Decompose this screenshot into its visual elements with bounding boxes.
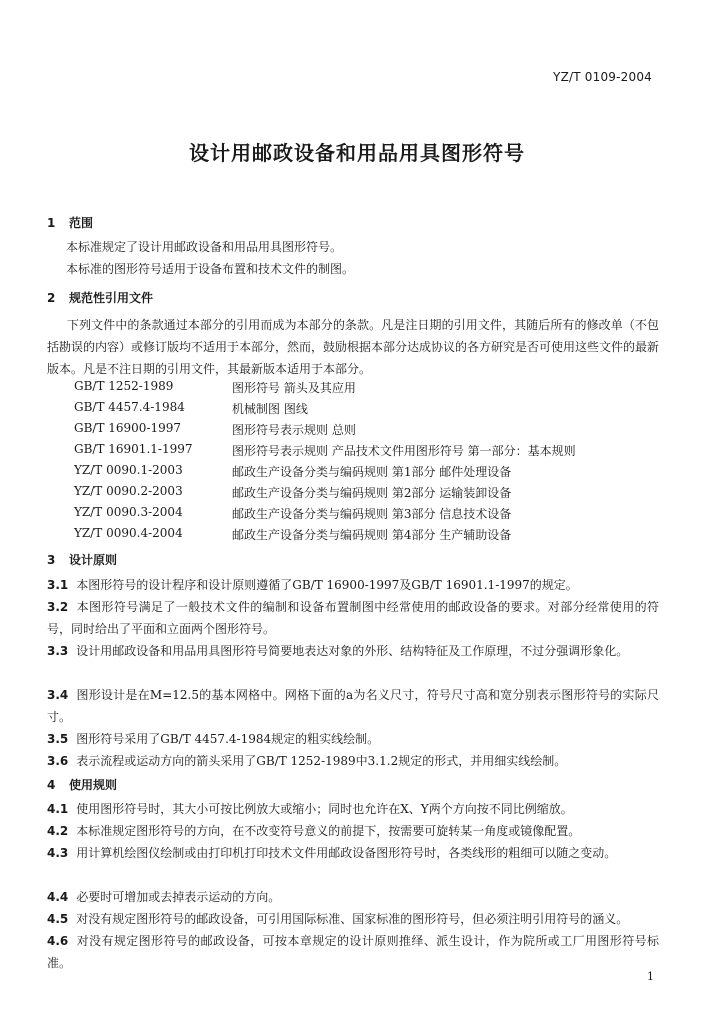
paragraph: 本标准的图形符号适用于设备布置和技术文件的制图。 xyxy=(66,262,355,276)
reference-code: GB/T 4457.4-1984 xyxy=(74,400,185,414)
document-code: YZ/T 0109-2004 xyxy=(553,70,652,84)
clause-4-3: 4.3 用计算机绘图仪绘制或由打印机打印技术文件用邮政设备图形符号时，各类线形的粗细可以随之变动。 xyxy=(47,846,617,860)
clause-3-1: 3.1 本图形符号的设计程序和设计原则遵循了GB/T 16900-1997及GB/T 16901.1-1997的规定。 xyxy=(47,578,578,592)
clause-3-5: 3.5 图形符号采用了GB/T 4457.4-1984规定的粗实线绘制。 xyxy=(47,732,380,746)
section-3-heading xyxy=(47,551,117,568)
section-number: 4 xyxy=(47,778,56,792)
section-title: 使用规则 xyxy=(69,778,118,792)
reference-title: 邮政生产设备分类与编码规则 第4部分 生产辅助设备 xyxy=(232,528,512,542)
reference-title: 机械制图 图线 xyxy=(232,402,308,416)
reference-title: 图形符号表示规则 产品技术文件用图形符号 第一部分：基本规则 xyxy=(232,444,576,458)
reference-code: GB/T 1252-1989 xyxy=(74,379,174,393)
reference-title: 邮政生产设备分类与编码规则 第3部分 信息技术设备 xyxy=(232,507,512,521)
clause-3-2: 3.2 本图形符号满足了一般技术文件的编制和设备布置制图中经常使用的邮政设备的要求。对部分经常使用的符号，同时给出了平面和立面两个图形符号。 xyxy=(47,600,659,636)
clause-3-4: 3.4 图形设计是在M=12.5的基本网格中。网格下面的a为名义尺寸，符号尺寸高和宽分别表示图形符号的实际尺寸。 xyxy=(47,688,659,724)
section-title: 范围 xyxy=(69,216,94,230)
reference-title: 图形符号 箭头及其应用 xyxy=(232,381,356,395)
reference-code: YZ/T 0090.1-2003 xyxy=(74,463,183,477)
page-number: 1 xyxy=(647,970,654,983)
reference-code: YZ/T 0090.3-2004 xyxy=(74,505,183,519)
section-number: 3 xyxy=(47,553,56,567)
section-number: 2 xyxy=(47,291,56,305)
references-intro: 下列文件中的条款通过本部分的引用而成为本部分的条款。凡是注日期的引用文件，其随后所有的修改单（不包括勘误的内容）或修订版均不适用于本部分，然而，鼓励根据本部分达成协议的各方研究是否可使用这些文件的最新版本。凡是不注日期的引用文件，其最新版本适用于本部分。 xyxy=(47,318,660,376)
section-number: 1 xyxy=(47,216,56,230)
clause-4-4: 4.4 必要时可增加或去掉表示运动的方向。 xyxy=(47,890,281,904)
clause-4-6: 4.6 对没有规定图形符号的邮政设备，可按本章规定的设计原则推绎、派生设计，作为院所或工厂用图形符号标准。 xyxy=(47,934,659,970)
section-1-heading xyxy=(47,214,93,231)
clause-4-5: 4.5 对没有规定图形符号的邮政设备，可引用国际标准、国家标准的图形符号，但必须注明引用符号的涵义。 xyxy=(47,912,629,926)
reference-code: YZ/T 0090.4-2004 xyxy=(74,526,183,540)
clause-4-2: 4.2 本标准规定图形符号的方向，在不改变符号意义的前提下，按需要可旋转某一角度或镜像配置。 xyxy=(47,824,581,838)
reference-title: 邮政生产设备分类与编码规则 第2部分 运输装卸设备 xyxy=(232,486,512,500)
document-title: 设计用邮政设备和用品用具图形符号 xyxy=(189,141,525,165)
section-title: 规范性引用文件 xyxy=(69,291,154,305)
section-2-heading xyxy=(47,289,153,306)
section-title: 设计原则 xyxy=(69,553,118,567)
paragraph: 本标准规定了设计用邮政设备和用品用具图形符号。 xyxy=(66,240,343,254)
reference-title: 图形符号表示规则 总则 xyxy=(232,423,356,437)
clause-3-6: 3.6 表示流程或运动方向的箭头采用了GB/T 1252-1989中3.1.2规定的形式，并用细实线绘制。 xyxy=(47,754,567,768)
clause-4-1: 4.1 使用图形符号时，其大小可按比例放大或缩小；同时也允许在X、Y两个方向按不同比例缩放。 xyxy=(47,802,573,816)
section-4-heading xyxy=(47,776,117,793)
reference-code: GB/T 16901.1-1997 xyxy=(74,442,193,456)
clause-3-3: 3.3 设计用邮政设备和用品用具图形符号简要地表达对象的外形、结构特征及工作原理，不过分强调形象化。 xyxy=(47,644,629,658)
reference-title: 邮政生产设备分类与编码规则 第1部分 邮件处理设备 xyxy=(232,465,512,479)
reference-code: GB/T 16900-1997 xyxy=(74,421,182,435)
reference-code: YZ/T 0090.2-2003 xyxy=(74,484,183,498)
